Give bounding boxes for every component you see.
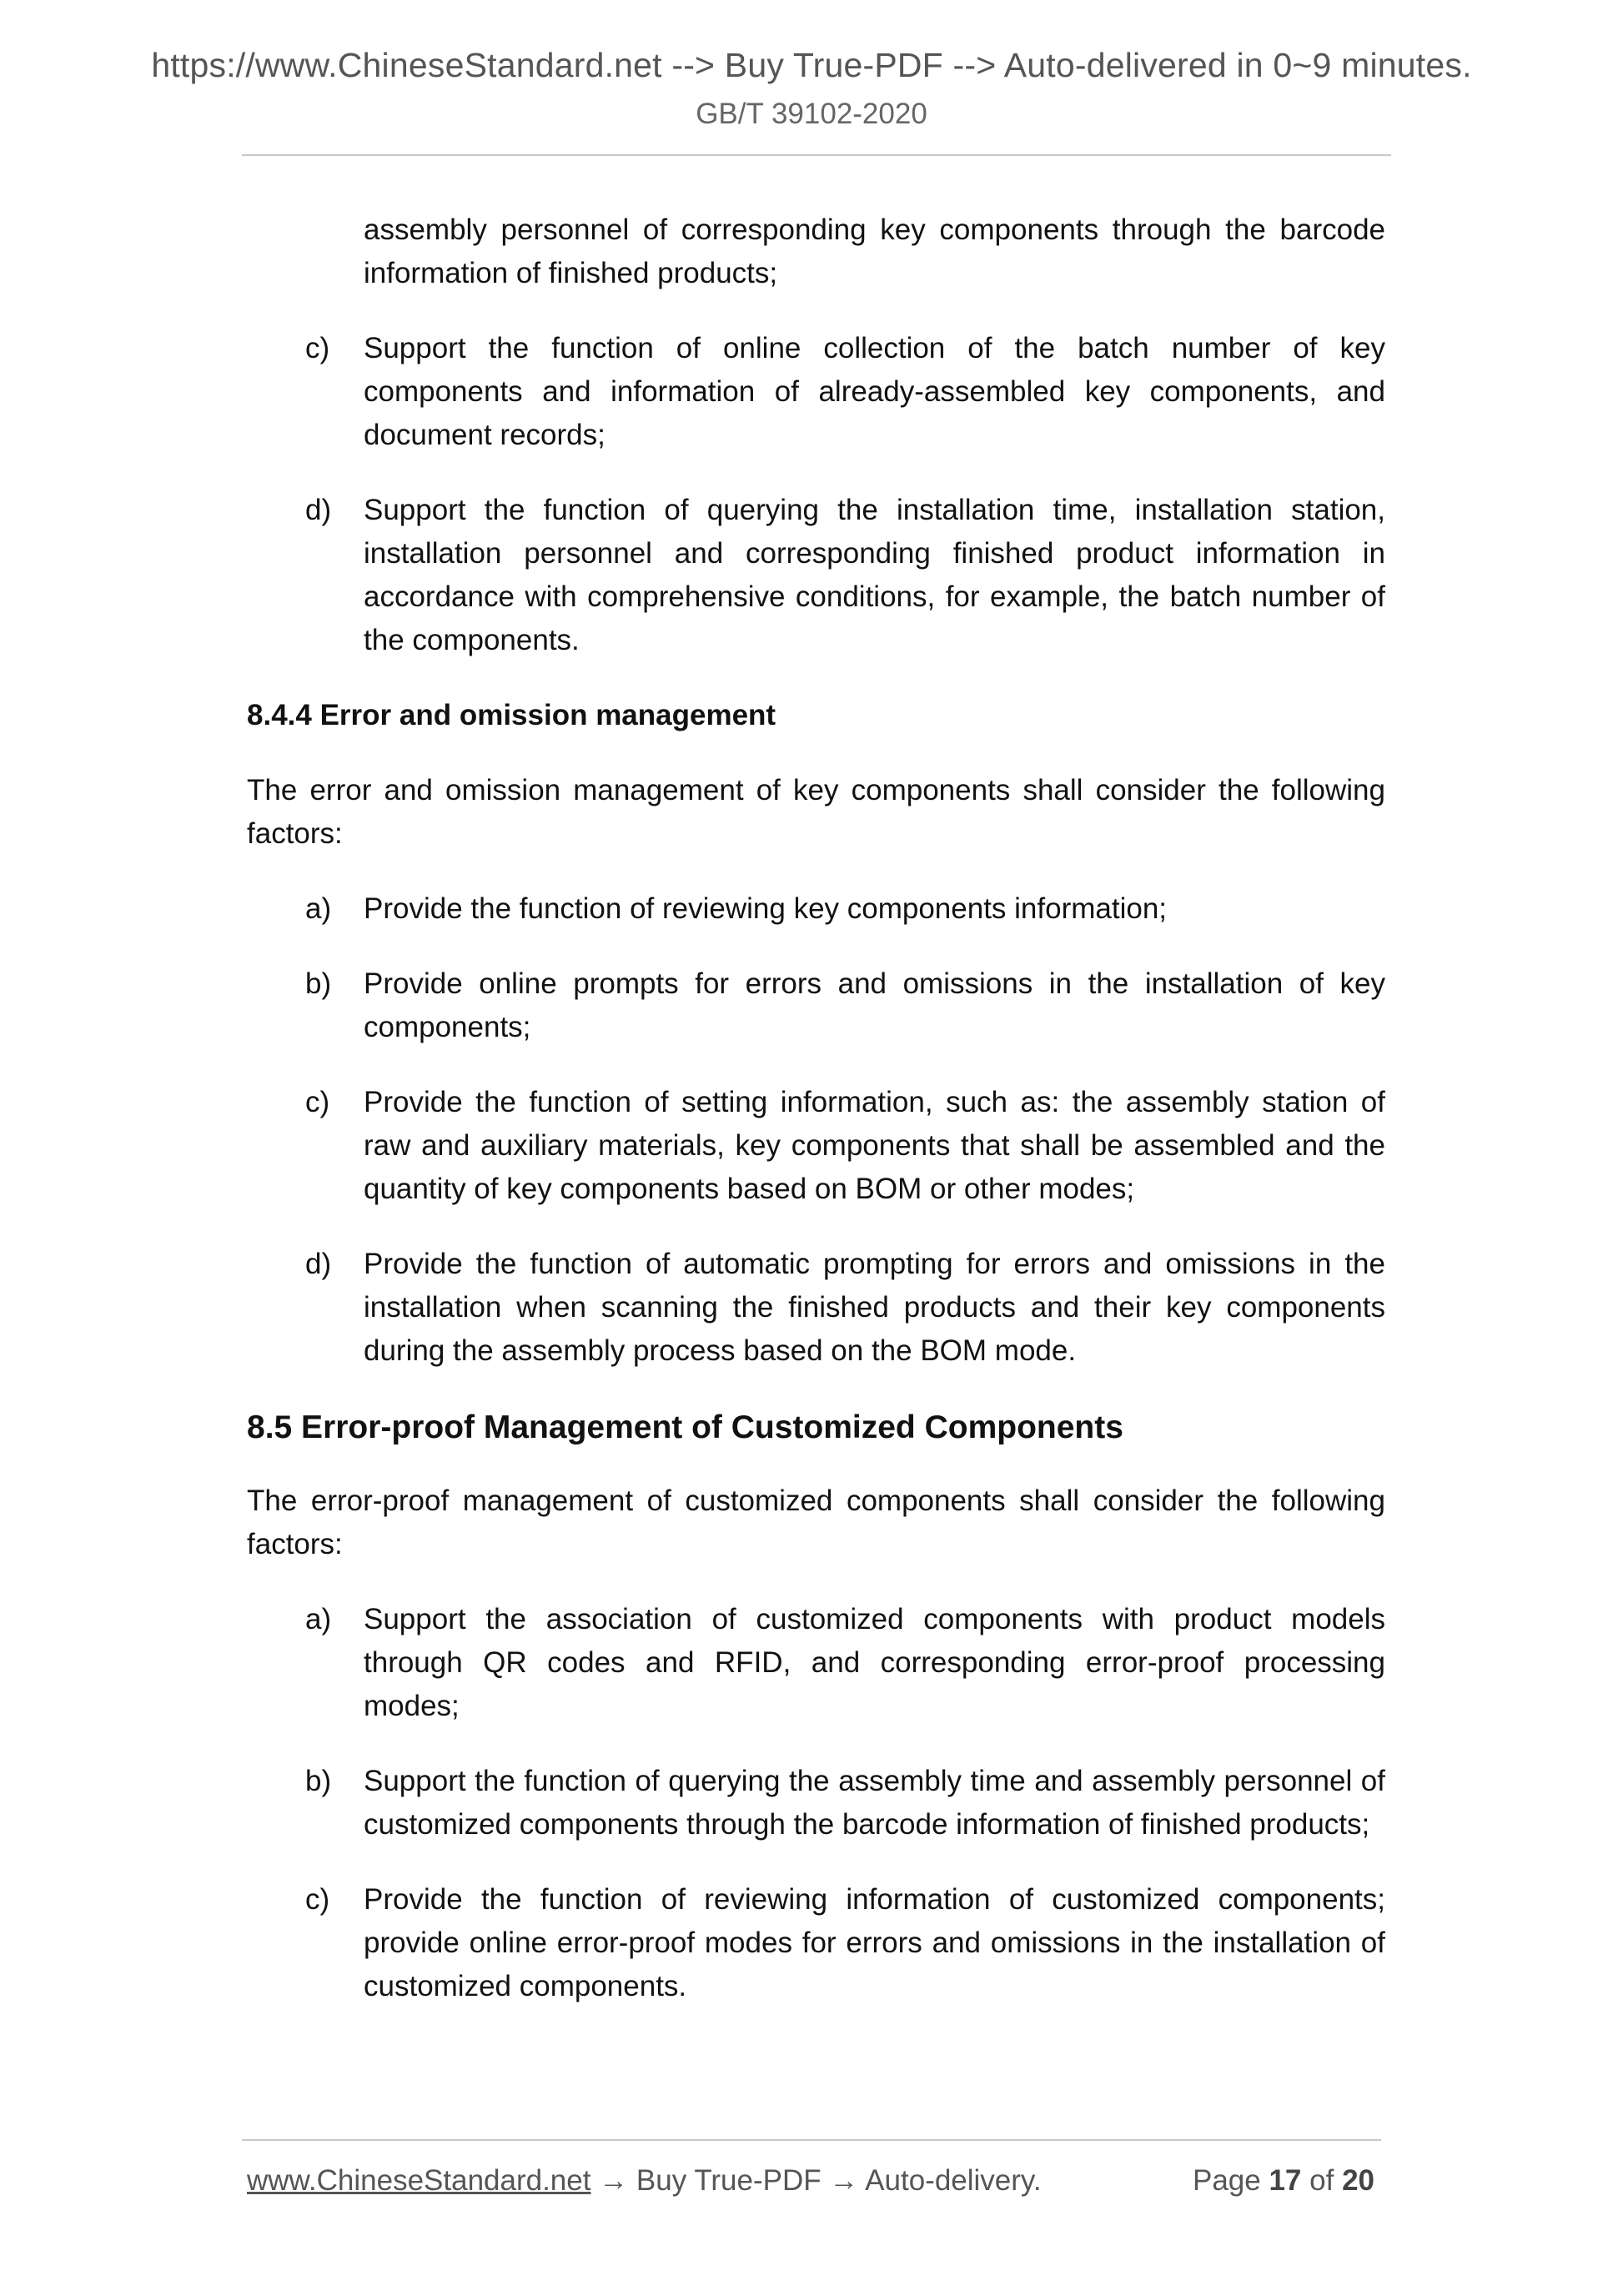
section-heading-8-5: 8.5 Error-proof Management of Customized Components (247, 1409, 1123, 1445)
list-item (247, 1243, 1385, 1373)
header-url-line: https://www.ChineseStandard.net --> Buy True-PDF --> Auto-delivered in 0~9 minutes. (151, 46, 1472, 84)
page-of: of (1309, 2164, 1334, 2197)
continuation-text: assembly personnel of corresponding key components through the barcode information of finished products; (364, 214, 1385, 289)
list-marker: b) (305, 967, 332, 1000)
section-heading-8-4-4: 8.4.4 Error and omission management (247, 699, 776, 731)
site-link[interactable]: www.ChineseStandard.net (247, 2164, 591, 2197)
delivery-text: → Buy True-PDF → Auto-delivery. (590, 2164, 1042, 2197)
list-item-text: Provide online prompts for errors and omissions in the installation of key components; (364, 967, 1385, 1043)
page-label: Page (1192, 2164, 1261, 2197)
list-item (247, 1760, 1385, 1846)
footer-left (247, 2164, 1042, 2198)
list-item-text: Support the function of online collection of the batch number of key components and information of already-assembled key components, and document records; (364, 332, 1385, 451)
list-marker: d) (305, 494, 332, 526)
page-number (1193, 2164, 1374, 2198)
page-current: 17 (1269, 2164, 1302, 2197)
list-marker: c) (305, 1086, 330, 1118)
list-marker: a) (305, 892, 332, 925)
section-intro: The error and omission management of key components shall consider the following factors: (247, 774, 1385, 850)
list-marker: c) (305, 332, 330, 364)
header-divider (242, 154, 1391, 156)
list-marker: c) (305, 1883, 330, 1916)
list-item (247, 327, 1385, 457)
list-item (247, 1598, 1385, 1728)
standard-number: GB/T 39102-2020 (696, 98, 927, 130)
document-body (247, 208, 1385, 2040)
list-item-text: Provide the function of automatic prompting for errors and omissions in the installation when scanning the finished products and their key components during the assembly process based on the BOM mode. (364, 1248, 1385, 1367)
list-item-text: Support the function of querying the installation time, installation station, installation personnel and corresponding finished product information in accordance with comprehensive conditions, for example, the batch number of the components. (364, 494, 1385, 656)
list-item (247, 489, 1385, 662)
list-item-text: Provide the function of reviewing information of customized components; provide online error-proof modes for errors and omissions in the installation of customized components. (364, 1883, 1385, 2002)
list-marker: b) (305, 1765, 332, 1797)
list-item-text: Provide the function of reviewing key components information; (364, 892, 1168, 925)
list-item-text: Provide the function of setting information, such as: the assembly station of raw and auxiliary materials, key components that shall be assembled and the quantity of key components based on BOM or other modes; (364, 1086, 1385, 1205)
list-marker: a) (305, 1603, 332, 1635)
list-marker: d) (305, 1248, 332, 1280)
footer-divider (242, 2139, 1381, 2141)
list-item-text: Support the association of customized components with product models through QR codes and RFID, and corresponding error-proof processing modes; (364, 1603, 1385, 1722)
list-item-text: Support the function of querying the assembly time and assembly personnel of customized components through the barcode information of finished products; (364, 1765, 1385, 1841)
page-footer (247, 2164, 1381, 2206)
section-intro: The error-proof management of customized components shall consider the following factors: (247, 1485, 1385, 1560)
list-item (247, 1878, 1385, 2008)
list-item (247, 1081, 1385, 1211)
list-item (247, 962, 1385, 1049)
list-item (247, 887, 1385, 931)
page-total: 20 (1342, 2164, 1374, 2197)
